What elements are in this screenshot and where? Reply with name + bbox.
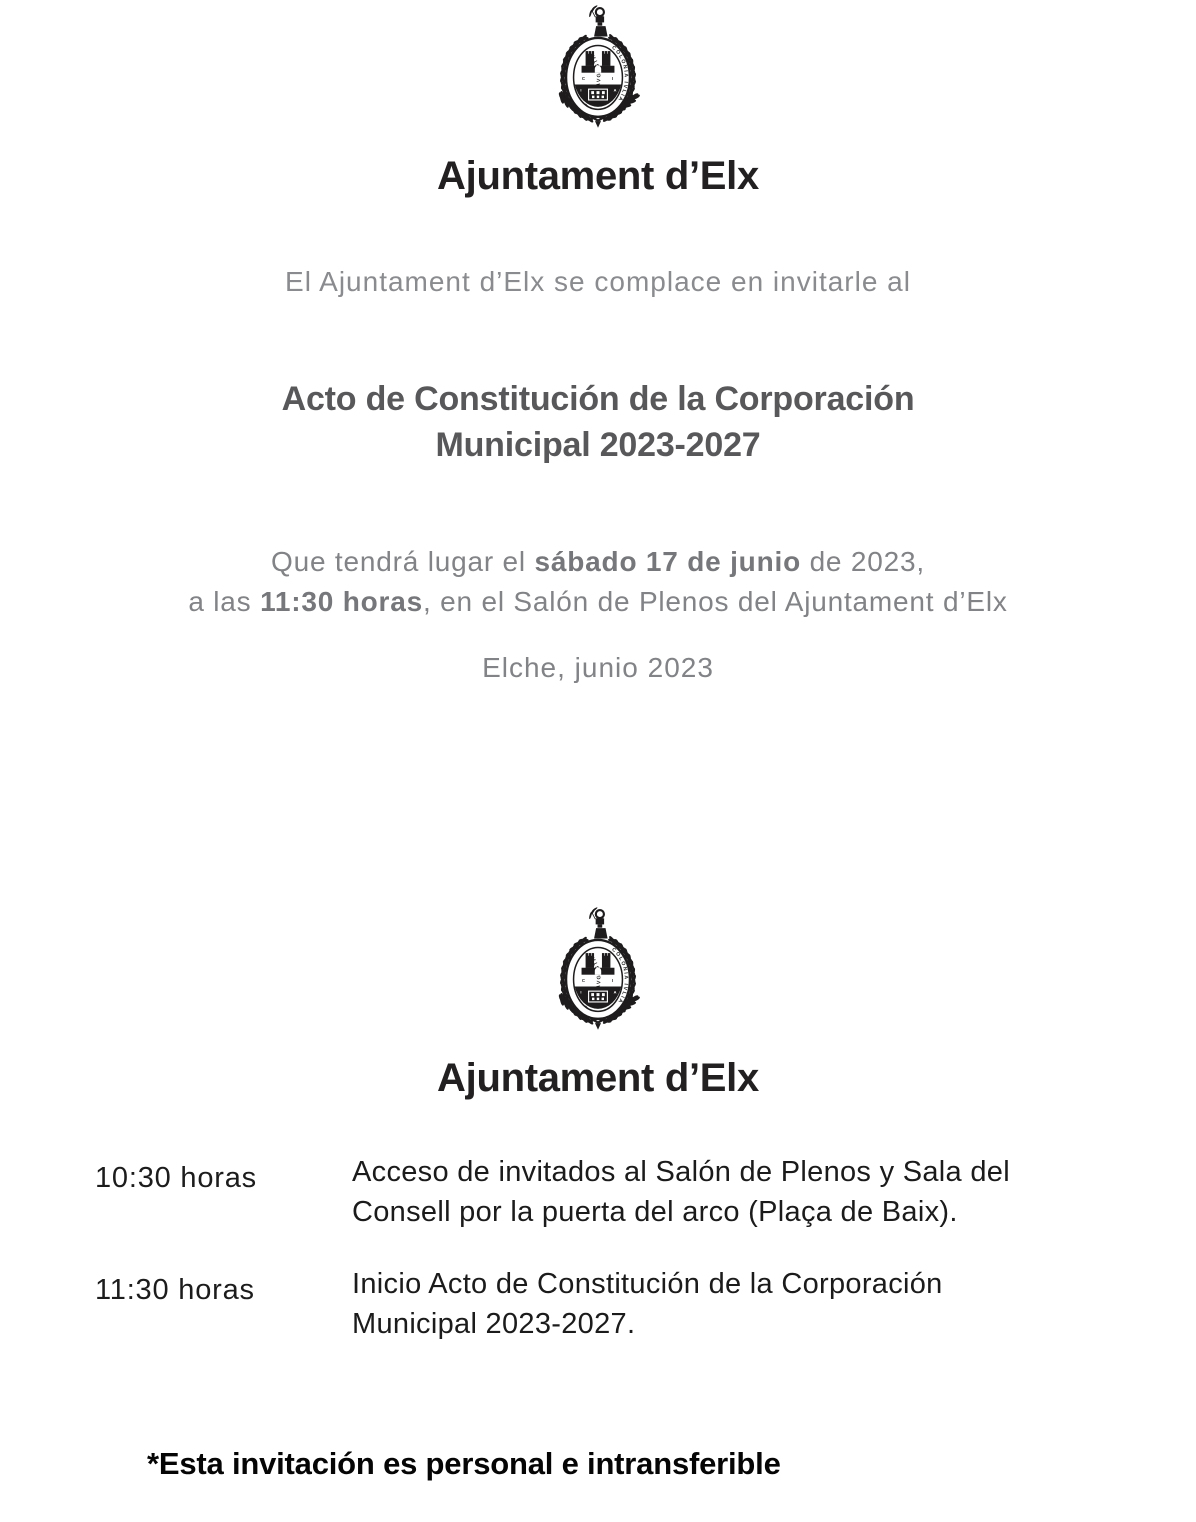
wordmark-ajuntament-delx: Ajuntament d’Elx	[437, 154, 759, 198]
schedule-time-1: 10:30 horas	[95, 1162, 257, 1194]
event-title	[0, 376, 1196, 468]
invite-intro-text: El Ajuntament d’Elx se complace en invitarle al	[285, 266, 911, 297]
place-date-text: Elche, junio 2023	[482, 652, 714, 683]
event-when	[0, 542, 1196, 622]
event-title-line1: Acto de Constitución de la Corporación	[281, 380, 915, 418]
wordmark-ajuntament-delx-2: Ajuntament d’Elx	[437, 1056, 759, 1100]
schedule-row-2	[95, 1264, 1140, 1344]
schedule-time-2: 11:30 horas	[95, 1274, 255, 1306]
schedule-row-1	[95, 1152, 1140, 1232]
event-title-line2: Municipal 2023-2027	[435, 426, 761, 464]
footer-disclaimer: *Esta invitación es personal e intransferible	[147, 1446, 781, 1481]
elx-coat-of-arms-2	[551, 906, 645, 1034]
event-when-line2: a las 11:30 horas, en el Salón de Plenos del Ajuntament d’Elx	[188, 586, 1008, 617]
event-date-bold: sábado 17 de junio	[534, 546, 801, 577]
elx-coat-of-arms	[551, 0, 645, 132]
schedule-description-1: Acceso de invitados al Salón de Plenos y Sala del Consell por la puerta del arco (Plaça de Baix).	[352, 1156, 1010, 1228]
schedule-description-2: Inicio Acto de Constitución de la Corporación Municipal 2023-2027.	[352, 1268, 943, 1340]
program-schedule	[95, 1152, 1140, 1344]
event-time-bold: 11:30 horas	[260, 586, 423, 617]
event-when-line1: Que tendrá lugar el sábado 17 de junio de 2023,	[271, 546, 925, 577]
